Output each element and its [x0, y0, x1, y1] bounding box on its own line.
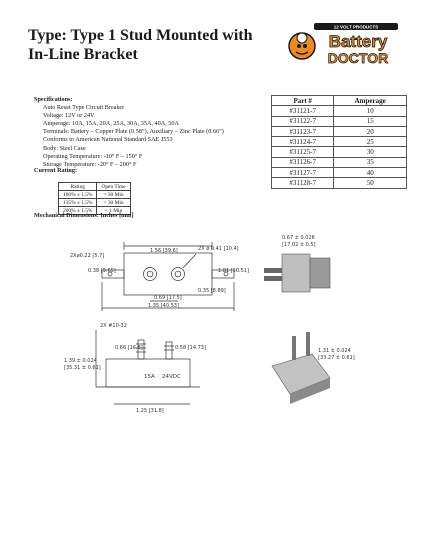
title-line-1: Type: Type 1 Stud Mounted with	[28, 27, 253, 44]
current-rating-heading: Current Rating:	[34, 167, 78, 174]
specifications-block	[34, 96, 224, 169]
dimension-label: [35.31 ± 0.61]	[64, 365, 101, 371]
dimension-label: 2X #10-32	[100, 323, 127, 329]
dimension-label: 0.69 [17.5]	[154, 295, 182, 301]
parts-table	[271, 95, 407, 189]
breaker-photo-side	[264, 254, 330, 292]
spec-item: Conforms to American National Standard SAE J553	[43, 136, 173, 144]
dimension-label: 1.81 [30.51]	[218, 268, 249, 274]
part-number: #31125-7	[272, 147, 334, 157]
amperage: 50	[334, 178, 407, 188]
dimension-label: 1.56 [39.6]	[150, 248, 178, 254]
amperage: 10	[334, 106, 407, 116]
part-number: #31124-7	[272, 137, 334, 147]
dimension-label: 1.31 ± 0.024	[318, 348, 351, 354]
part-number: #31128-7	[272, 178, 334, 188]
mechanical-drawings	[0, 228, 424, 418]
column-header: Open Time	[97, 183, 130, 191]
column-header: Part #	[272, 96, 334, 106]
mechanical-dimensions-heading: Mechanical Dimensions: Inches [mm]	[34, 212, 134, 219]
table-row	[59, 191, 131, 199]
spec-item: Operating Temperature: -10° F – 150° F	[43, 152, 143, 160]
part-number: #31127-7	[272, 168, 334, 178]
table-cell: 100% ± 1.5%	[59, 191, 97, 199]
dimension-label: [33.27 ± 0.61]	[318, 355, 355, 361]
column-header: Rating	[59, 183, 97, 191]
dimension-label: [17.02 ± 0.5]	[282, 242, 316, 248]
table-row	[272, 157, 407, 167]
table-row	[272, 126, 407, 136]
dimension-label: 0.58 [14.73]	[175, 345, 206, 351]
table-row	[272, 178, 407, 188]
table-cell: > 30 Min	[97, 191, 130, 199]
table-row	[272, 147, 407, 157]
side-view-drawing	[96, 330, 200, 404]
logo-tagline: 12 VOLT PRODUCTS	[333, 24, 379, 30]
spec-item: Voltage: 12V or 24V	[43, 112, 95, 120]
dimension-label: 0.66 [16.8]	[115, 345, 143, 351]
amperage: 25	[334, 137, 407, 147]
logo-word-doctor: DOCTOR	[327, 50, 389, 66]
spec-item: Amperage: 10A, 15A, 20A, 25A, 30A, 35A, 40A, 50A	[43, 120, 179, 128]
amperage: 30	[334, 147, 407, 157]
column-header: Amperage	[334, 96, 407, 106]
dimension-label: 1.25 [31.8]	[136, 408, 164, 414]
part-number: #31122-7	[272, 116, 334, 126]
part-number: #31126-7	[272, 157, 334, 167]
amperage: 15	[334, 116, 407, 126]
dimension-label: 2Xø0.22 [5.7]	[70, 253, 105, 259]
body-label-voltage: 24VDC	[162, 374, 181, 380]
table-cell: 200% ± 1.5%	[59, 207, 97, 215]
dimension-label: 1.39 ± 0.024	[64, 358, 97, 364]
specifications-heading: Specifications:	[34, 96, 73, 103]
amperage: 40	[334, 168, 407, 178]
amperage: 35	[334, 157, 407, 167]
spec-item: Storage Temperature: -20° F – 200° F	[43, 160, 137, 168]
dimension-label: 0.67 ± 0.026	[282, 235, 315, 241]
dimension-label: 0.35 [8.89]	[198, 288, 226, 294]
body-label-amperage: 15A	[144, 374, 155, 380]
table-row	[272, 106, 407, 116]
table-row	[272, 137, 407, 147]
spec-item: Terminals: Battery – Copper Plate (0.58”), Auxiliary – Zinc Plate (0.66”)	[43, 128, 224, 136]
table-row	[272, 168, 407, 178]
logo-word-battery: Battery	[328, 32, 388, 51]
table-cell: < 1 Min	[97, 207, 130, 215]
amperage: 20	[334, 126, 407, 136]
battery-doctor-logo	[286, 18, 402, 70]
page-title	[28, 26, 252, 64]
table-cell: < 30 Min	[97, 199, 130, 207]
table-row	[59, 199, 131, 207]
dimension-label: 0.38 [9.65]	[88, 268, 116, 274]
table-cell: 135% ± 1.5%	[59, 199, 97, 207]
spec-item: Body: Steel Case	[43, 144, 86, 152]
current-rating-table	[58, 182, 131, 215]
breaker-photo-angle	[272, 332, 330, 404]
spec-item: Auto Reset Type Circuit Breaker	[43, 104, 125, 112]
dimension-label: 1.35 [40.53]	[148, 303, 179, 309]
title-line-2: In-Line Bracket	[28, 46, 138, 63]
dimension-label: 2X ø 0.41 [10.4]	[198, 246, 239, 252]
part-number: #31123-7	[272, 126, 334, 136]
table-row	[272, 116, 407, 126]
part-number: #31121-7	[272, 106, 334, 116]
